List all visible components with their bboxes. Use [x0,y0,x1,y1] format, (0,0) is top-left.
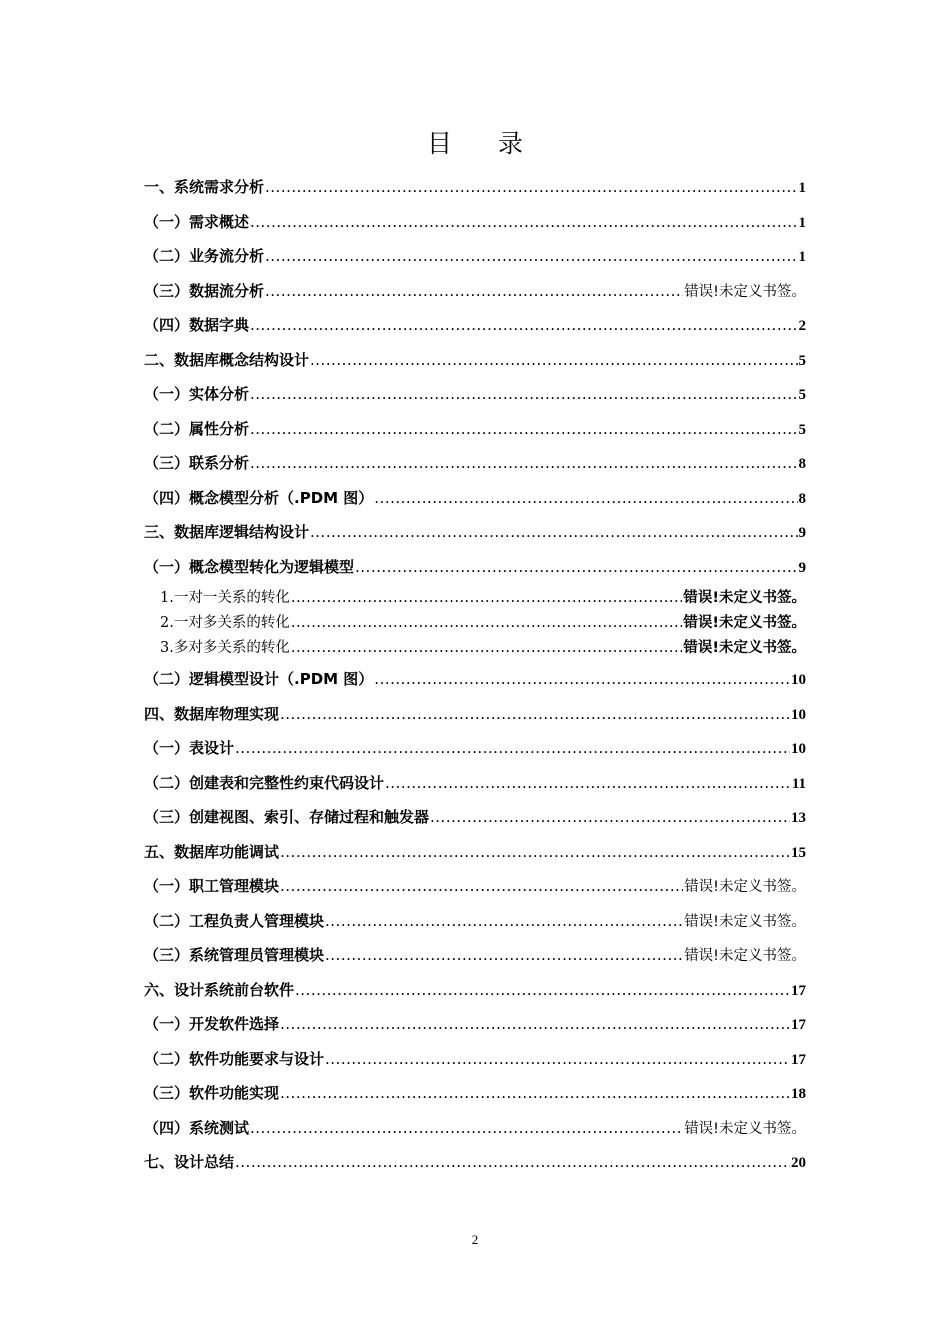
toc-label: 七、设计总结 [144,1153,235,1171]
toc-label: 四、数据库物理实现 [144,704,280,723]
title-char-1: 目 [426,129,452,158]
toc-page-error: 错误!未定义书签。 [684,1120,806,1137]
toc-page: 2 [798,318,806,334]
toc-entry[interactable] [144,737,806,772]
toc-leader [385,774,791,792]
toc-subentry[interactable] [144,586,806,611]
toc-leader [374,489,797,507]
toc-leader [250,1119,683,1137]
toc-entry[interactable] [144,1013,806,1048]
toc-label: （四）系统测试 [144,1118,250,1137]
toc-page: 8 [798,456,806,472]
footer-page-number: 2 [471,1232,479,1247]
toc-leader [280,1084,790,1102]
toc-entry[interactable] [144,176,806,211]
toc-page: 9 [798,559,806,576]
toc-leader [310,523,797,541]
toc-leader [291,590,683,606]
toc-label: 三、数据库逻辑结构设计 [144,523,310,541]
toc-label: （三）系统管理员管理模块 [144,946,325,964]
toc-subentry[interactable] [144,636,806,661]
toc-entry[interactable] [144,1117,806,1152]
toc-leader [325,946,683,964]
toc-entry[interactable] [144,383,806,418]
toc-label: （二）业务流分析 [144,247,265,265]
toc-page: 17 [791,1051,806,1068]
toc-entry[interactable] [144,314,806,349]
toc-leader [265,247,797,265]
toc-label: （三）联系分析 [144,454,250,472]
toc-leader [280,877,683,895]
toc-label: （一）概念模型转化为逻辑模型 [144,557,355,576]
toc-entry[interactable] [144,668,806,703]
toc-label: 1.一对一关系的转化 [160,590,290,606]
toc-label: （四）数据字典 [144,316,250,334]
toc-page: 10 [791,741,806,757]
toc-entry[interactable] [144,1048,806,1083]
toc-label: 五、数据库功能调试 [144,842,280,861]
toc-leader [374,670,790,688]
toc-leader [310,351,797,369]
toc-page: 13 [791,810,806,826]
toc-entry[interactable] [144,1151,806,1186]
toc-leader [325,912,683,930]
toc-label: （四）概念模型分析（.PDM 图） [144,488,374,507]
toc-entry[interactable] [144,703,806,738]
toc-leader [280,705,790,723]
toc-leader [235,739,790,757]
toc-page: 11 [791,775,806,792]
toc-label: （一）需求概述 [144,212,250,231]
toc-label: 二、数据库概念结构设计 [144,350,310,369]
toc-page-error: 错误!未定义书签。 [684,283,806,300]
toc-leader [250,316,797,334]
toc-page: 18 [791,1086,806,1102]
toc-page: 9 [798,525,806,541]
title-char-2: 录 [498,129,524,158]
toc-entry[interactable] [144,772,806,807]
toc-entry[interactable] [144,245,806,280]
toc-entry[interactable] [144,349,806,384]
toc-page: 17 [791,1017,806,1033]
toc-page: 15 [791,844,806,861]
toc-entry[interactable] [144,418,806,453]
toc-entry[interactable] [144,1082,806,1117]
page-title [0,124,950,160]
toc-entry[interactable] [144,211,806,246]
toc-page: 8 [798,490,806,507]
toc-page-error: 错误!未定义书签。 [684,913,806,930]
toc-label: 3.多对多关系的转化 [160,640,290,656]
toc-label: （三）软件功能实现 [144,1084,280,1102]
toc-entry[interactable] [144,841,806,876]
toc-entry[interactable] [144,979,806,1014]
toc-entry[interactable] [144,556,806,591]
toc-entry[interactable] [144,280,806,315]
toc-leader [295,981,790,999]
toc-label: （二）软件功能要求与设计 [144,1049,325,1068]
toc-entry[interactable] [144,806,806,841]
toc-page: 20 [791,1155,806,1171]
toc-subentry[interactable] [144,611,806,636]
toc-page-error: 错误!未定义书签。 [684,948,806,964]
toc-leader [250,454,797,472]
toc-leader [250,385,797,403]
toc-label: （三）创建视图、索引、存储过程和触发器 [144,808,430,826]
toc-page: 5 [798,352,806,369]
toc-leader [250,213,797,231]
toc-label: （二）创建表和完整性约束代码设计 [144,773,385,792]
toc-page-error: 错误!未定义书签。 [683,615,806,631]
toc-label: （二）属性分析 [144,419,250,438]
toc-leader [291,640,683,656]
toc-leader [265,282,683,300]
toc-label: （一）职工管理模块 [144,877,280,895]
toc-label: （三）数据流分析 [144,281,265,300]
toc-label: （二）逻辑模型设计（.PDM 图） [144,670,374,688]
toc-page: 5 [798,387,806,403]
toc-page: 5 [798,421,806,438]
toc-page: 10 [791,706,806,723]
toc-leader [280,843,790,861]
toc-label: （一）表设计 [144,739,235,757]
table-of-contents [144,176,806,1186]
toc-leader [325,1050,790,1068]
toc-entry[interactable] [144,944,806,979]
toc-entry[interactable] [144,452,806,487]
toc-leader [235,1153,790,1171]
toc-page-error: 错误!未定义书签。 [683,640,806,656]
toc-page: 1 [798,180,806,196]
toc-label: 一、系统需求分析 [144,178,265,196]
toc-entry[interactable] [144,487,806,522]
toc-leader [250,420,797,438]
toc-page: 1 [798,249,806,265]
toc-label: （一）开发软件选择 [144,1015,280,1033]
toc-page: 17 [791,982,806,999]
toc-page: 10 [791,672,806,688]
toc-entry[interactable] [144,521,806,556]
toc-leader [291,615,683,631]
toc-page-error: 错误!未定义书签。 [683,590,806,606]
toc-page: 1 [798,214,806,231]
toc-label: 六、设计系统前台软件 [144,980,295,999]
toc-entry[interactable] [144,875,806,910]
toc-leader [280,1015,790,1033]
toc-label: （二）工程负责人管理模块 [144,911,325,930]
toc-label: 2.一对多关系的转化 [160,615,290,631]
toc-entry[interactable] [144,910,806,945]
toc-leader [355,558,797,576]
toc-leader [265,178,797,196]
toc-label: （一）实体分析 [144,385,250,403]
toc-leader [430,808,790,826]
toc-page-error: 错误!未定义书签。 [684,879,806,895]
